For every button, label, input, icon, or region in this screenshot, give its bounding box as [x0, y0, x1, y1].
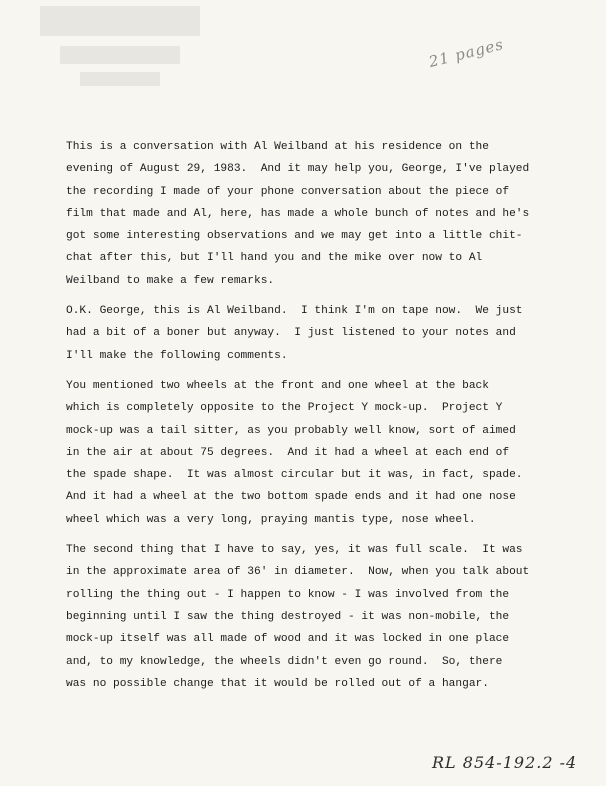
- text-line: And it had a wheel at the two bottom spade ends and it had one nose: [66, 491, 516, 504]
- handwritten-page-count: 21 pages: [426, 35, 506, 71]
- text-line: in the air at about 75 degrees. And it had a wheel at each end of: [66, 446, 510, 459]
- text-line: got some interesting observations and we may get into a little chit-: [66, 230, 523, 243]
- paragraph-2: [66, 300, 566, 367]
- text-line: in the approximate area of 36' in diameter. Now, when you talk about: [66, 566, 530, 579]
- text-line: chat after this, but I'll hand you and the mike over now to Al: [66, 252, 483, 265]
- text-line: which is completely opposite to the Project Y mock-up. Project Y: [66, 402, 503, 415]
- paragraph-4: [66, 539, 566, 695]
- paragraph-1: [66, 136, 566, 292]
- text-line: evening of August 29, 1983. And it may help you, George, I've played: [66, 163, 530, 176]
- text-line: The second thing that I have to say, yes, it was full scale. It was: [66, 544, 523, 557]
- text-line: film that made and Al, here, has made a whole bunch of notes and he's: [66, 207, 530, 220]
- text-line: beginning until I saw the thing destroyed - it was non-mobile, the: [66, 610, 510, 623]
- text-line: mock-up itself was all made of wood and it was locked in one place: [66, 633, 510, 646]
- text-line: This is a conversation with Al Weilband at his residence on the: [66, 141, 489, 153]
- text-line: and, to my knowledge, the wheels didn't even go round. So, there: [66, 655, 503, 668]
- text-line: You mentioned two wheels at the front and one wheel at the back: [66, 379, 489, 392]
- text-line: had a bit of a boner but anyway. I just listened to your notes and: [66, 327, 516, 340]
- bleed-through-mark: [40, 6, 200, 106]
- text-line: rolling the thing out - I happen to know - I was involved from the: [66, 588, 510, 601]
- text-line: Weilband to make a few remarks.: [66, 274, 275, 287]
- text-line: was no possible change that it would be rolled out of a hangar.: [66, 677, 489, 690]
- text-line: wheel which was a very long, praying mantis type, nose wheel.: [66, 513, 476, 526]
- text-line: the spade shape. It was almost circular but it was, in fact, spade.: [66, 469, 523, 482]
- text-line: mock-up was a tail sitter, as you probably well know, sort of aimed: [66, 424, 516, 437]
- text-line: O.K. George, this is Al Weilband. I think I'm on tape now. We just: [66, 305, 523, 318]
- paragraph-3: [66, 375, 566, 531]
- text-line: the recording I made of your phone conversation about the piece of: [66, 185, 510, 198]
- handwritten-archive-reference: RL 854-192.2 -4: [432, 753, 578, 772]
- text-line: I'll make the following comments.: [66, 349, 288, 362]
- transcript-body: [66, 136, 566, 703]
